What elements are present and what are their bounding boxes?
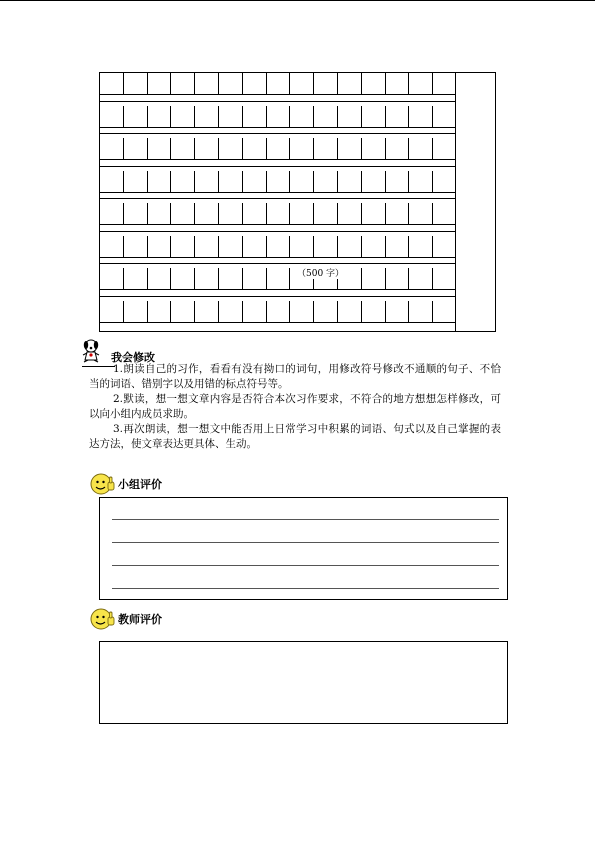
grid-cell[interactable] bbox=[409, 106, 433, 127]
grid-cell[interactable] bbox=[148, 203, 172, 224]
grid-cell[interactable] bbox=[409, 171, 433, 192]
grid-cell[interactable] bbox=[100, 171, 124, 192]
grid-cell[interactable] bbox=[386, 203, 410, 224]
grid-cell[interactable] bbox=[219, 203, 243, 224]
grid-cell[interactable] bbox=[386, 236, 410, 257]
grid-cell[interactable] bbox=[314, 106, 338, 127]
grid-cell[interactable] bbox=[433, 138, 456, 159]
grid-cell[interactable] bbox=[433, 106, 456, 127]
grid-cell[interactable] bbox=[362, 171, 386, 192]
grid-cell[interactable] bbox=[171, 268, 195, 289]
group-eval-title: 小组评价 bbox=[118, 478, 162, 491]
grid-cell[interactable] bbox=[219, 171, 243, 192]
revision-item-3: 3.再次朗读，想一想文中能否用上日常学习中积累的词语、句式以及自己掌握的表达方法，使文章表达更具体、生动。 bbox=[89, 423, 501, 450]
grid-cell[interactable] bbox=[338, 171, 362, 192]
grid-cell[interactable] bbox=[195, 203, 219, 224]
grid-cell[interactable] bbox=[219, 236, 243, 257]
grid-cell[interactable] bbox=[267, 106, 291, 127]
grid-cell[interactable] bbox=[219, 138, 243, 159]
grid-cell[interactable] bbox=[171, 203, 195, 224]
grid-cell[interactable] bbox=[338, 203, 362, 224]
grid-cell[interactable] bbox=[148, 138, 172, 159]
grid-cell[interactable] bbox=[267, 203, 291, 224]
teacher-eval-header bbox=[89, 606, 162, 632]
grid-cell[interactable] bbox=[100, 203, 124, 224]
grid-cell[interactable] bbox=[338, 73, 362, 94]
teacher-eval-box[interactable] bbox=[99, 641, 508, 724]
grid-cell[interactable] bbox=[171, 301, 195, 322]
grid-cell[interactable] bbox=[195, 236, 219, 257]
grid-cell[interactable] bbox=[171, 171, 195, 192]
cartoon-dog-icon bbox=[78, 337, 104, 363]
grid-cell[interactable] bbox=[195, 171, 219, 192]
grid-cell[interactable] bbox=[362, 203, 386, 224]
group-eval-box[interactable] bbox=[99, 497, 508, 600]
grid-cell[interactable] bbox=[124, 73, 148, 94]
grid-row bbox=[100, 301, 456, 323]
grid-cell[interactable] bbox=[290, 106, 314, 127]
grid-cell[interactable] bbox=[100, 138, 124, 159]
grid-cell[interactable] bbox=[386, 171, 410, 192]
grid-cell[interactable] bbox=[409, 138, 433, 159]
revision-header bbox=[78, 335, 155, 365]
grid-cell[interactable] bbox=[314, 138, 338, 159]
grid-cell[interactable] bbox=[243, 268, 267, 289]
grid-row bbox=[100, 268, 456, 290]
grid-cell[interactable] bbox=[386, 73, 410, 94]
grid-cell[interactable] bbox=[362, 236, 386, 257]
grid-cell[interactable] bbox=[171, 73, 195, 94]
group-eval-line bbox=[112, 519, 499, 520]
grid-cell[interactable] bbox=[314, 203, 338, 224]
revision-title: 我会修改 bbox=[111, 351, 155, 364]
grid-cell[interactable] bbox=[243, 73, 267, 94]
grid-row bbox=[100, 203, 456, 225]
grid-cell[interactable] bbox=[124, 138, 148, 159]
smiley-thumbs-up-icon bbox=[89, 606, 115, 632]
grid-cell[interactable] bbox=[148, 236, 172, 257]
grid-cell[interactable] bbox=[290, 138, 314, 159]
grid-cell[interactable] bbox=[314, 236, 338, 257]
grid-cell[interactable] bbox=[362, 138, 386, 159]
grid-row bbox=[100, 236, 456, 258]
grid-cell[interactable] bbox=[267, 73, 291, 94]
grid-cell[interactable] bbox=[338, 138, 362, 159]
revision-instructions bbox=[89, 362, 501, 452]
grid-gap-line bbox=[100, 166, 456, 167]
grid-cell[interactable] bbox=[243, 171, 267, 192]
grid-cell[interactable] bbox=[171, 138, 195, 159]
grid-cell[interactable] bbox=[148, 106, 172, 127]
grid-cell[interactable] bbox=[386, 301, 410, 322]
grid-cell[interactable] bbox=[409, 236, 433, 257]
grid-cell[interactable] bbox=[362, 268, 386, 289]
grid-cell[interactable] bbox=[290, 301, 314, 322]
grid-cell[interactable] bbox=[171, 236, 195, 257]
writing-grid-cells bbox=[100, 73, 456, 331]
grid-cell[interactable] bbox=[124, 171, 148, 192]
grid-row bbox=[100, 138, 456, 160]
word-count-label: （500 字） bbox=[296, 266, 345, 279]
grid-cell[interactable] bbox=[148, 268, 172, 289]
grid-cell[interactable] bbox=[338, 236, 362, 257]
grid-cell[interactable] bbox=[148, 73, 172, 94]
grid-cell[interactable] bbox=[243, 106, 267, 127]
grid-cell[interactable] bbox=[243, 236, 267, 257]
grid-cell[interactable] bbox=[243, 138, 267, 159]
grid-cell[interactable] bbox=[314, 171, 338, 192]
grid-cell[interactable] bbox=[243, 203, 267, 224]
grid-cell[interactable] bbox=[433, 171, 456, 192]
grid-gap-line bbox=[100, 296, 456, 297]
grid-cell[interactable] bbox=[433, 236, 456, 257]
grid-row bbox=[100, 106, 456, 128]
grid-cell[interactable] bbox=[409, 268, 433, 289]
grid-gap-line bbox=[100, 198, 456, 199]
grid-cell[interactable] bbox=[171, 106, 195, 127]
grid-cell[interactable] bbox=[124, 203, 148, 224]
revision-item-1: 1.朗读自己的习作，看看有没有拗口的词句，用修改符号修改不通顺的句子、不恰当的词语、错别字以及用错的标点符号等。 bbox=[89, 363, 501, 390]
grid-gap-line bbox=[100, 263, 456, 264]
grid-cell[interactable] bbox=[290, 73, 314, 94]
grid-cell[interactable] bbox=[100, 236, 124, 257]
grid-cell[interactable] bbox=[267, 236, 291, 257]
group-eval-header bbox=[89, 471, 162, 497]
grid-cell[interactable] bbox=[219, 106, 243, 127]
grid-cell[interactable] bbox=[386, 268, 410, 289]
grid-cell[interactable] bbox=[290, 171, 314, 192]
grid-cell[interactable] bbox=[362, 73, 386, 94]
grid-cell[interactable] bbox=[124, 268, 148, 289]
grid-cell[interactable] bbox=[243, 301, 267, 322]
grid-cell[interactable] bbox=[219, 268, 243, 289]
grid-cell[interactable] bbox=[433, 73, 456, 94]
group-eval-line bbox=[112, 542, 499, 543]
grid-cell[interactable] bbox=[338, 106, 362, 127]
grid-cell[interactable] bbox=[290, 203, 314, 224]
grid-cell[interactable] bbox=[409, 73, 433, 94]
grid-cell[interactable] bbox=[267, 301, 291, 322]
grid-gap-line bbox=[100, 231, 456, 232]
smiley-thumbs-up-icon bbox=[89, 471, 115, 497]
grid-cell[interactable] bbox=[386, 106, 410, 127]
grid-cell[interactable] bbox=[433, 301, 456, 322]
group-eval-line bbox=[112, 588, 499, 589]
group-eval-line bbox=[112, 565, 499, 566]
grid-cell[interactable] bbox=[195, 301, 219, 322]
grid-cell[interactable] bbox=[267, 171, 291, 192]
grid-cell[interactable] bbox=[195, 268, 219, 289]
grid-cell[interactable] bbox=[386, 138, 410, 159]
grid-cell[interactable] bbox=[314, 73, 338, 94]
teacher-eval-title: 教师评价 bbox=[118, 613, 162, 626]
grid-cell[interactable] bbox=[267, 138, 291, 159]
grid-cell[interactable] bbox=[409, 301, 433, 322]
grid-gap-line bbox=[100, 101, 456, 102]
grid-cell[interactable] bbox=[338, 301, 362, 322]
grid-cell[interactable] bbox=[195, 73, 219, 94]
grid-cell[interactable] bbox=[290, 236, 314, 257]
grid-cell[interactable] bbox=[314, 301, 338, 322]
grid-row bbox=[100, 171, 456, 193]
grid-cell[interactable] bbox=[219, 301, 243, 322]
grid-cell[interactable] bbox=[100, 301, 124, 322]
grid-cell[interactable] bbox=[124, 106, 148, 127]
grid-cell[interactable] bbox=[100, 106, 124, 127]
grid-cell[interactable] bbox=[100, 73, 124, 94]
grid-cell[interactable] bbox=[124, 236, 148, 257]
grid-cell[interactable] bbox=[433, 268, 456, 289]
grid-cell[interactable] bbox=[362, 106, 386, 127]
grid-cell[interactable] bbox=[362, 301, 386, 322]
grid-cell[interactable] bbox=[433, 203, 456, 224]
grid-cell[interactable] bbox=[195, 106, 219, 127]
grid-cell[interactable] bbox=[195, 138, 219, 159]
grid-cell[interactable] bbox=[148, 171, 172, 192]
grid-gap-line bbox=[100, 133, 456, 134]
grid-cell[interactable] bbox=[219, 73, 243, 94]
grid-cell[interactable] bbox=[267, 268, 291, 289]
revision-item-2: 2.默读，想一想文章内容是否符合本次习作要求，不符合的地方想想怎样修改，可以向小组内成员求助。 bbox=[89, 393, 501, 420]
grid-cell[interactable] bbox=[124, 301, 148, 322]
grid-cell[interactable] bbox=[148, 301, 172, 322]
grid-row bbox=[100, 73, 456, 95]
page-top-rule bbox=[0, 0, 595, 1]
grid-cell[interactable] bbox=[100, 268, 124, 289]
writing-grid bbox=[99, 72, 496, 332]
grid-cell[interactable] bbox=[409, 203, 433, 224]
